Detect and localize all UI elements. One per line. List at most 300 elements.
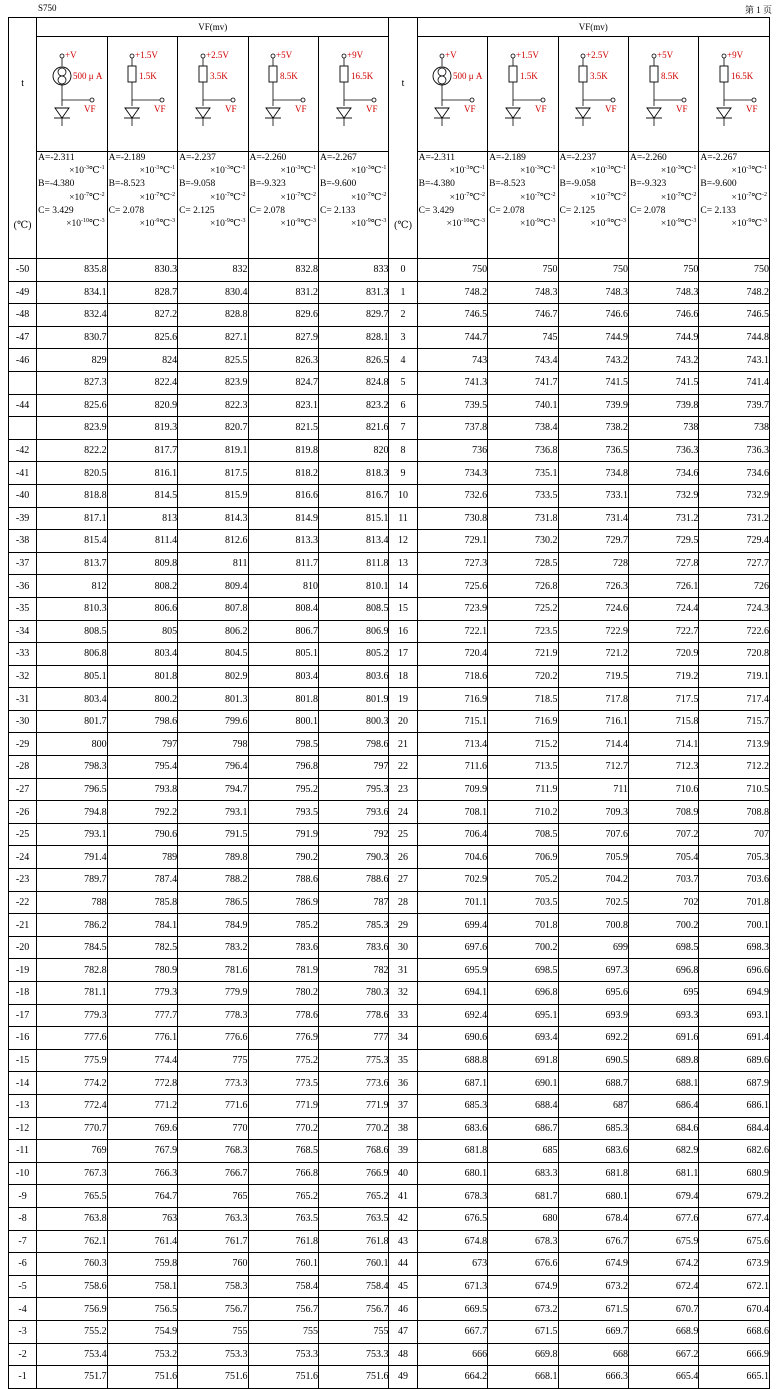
vf-cell: 788.6 (318, 869, 388, 892)
vf-cell: 744.9 (558, 326, 628, 349)
vf-cell: 676.5 (417, 1207, 487, 1230)
vf-cell: 702.5 (558, 891, 628, 914)
diode-icon (195, 108, 211, 118)
unit-symbol-exp: -3 (762, 217, 767, 224)
vf-cell: 830.4 (178, 281, 248, 304)
vf-cell: 778.6 (248, 1004, 318, 1027)
vf-cell: 693.1 (699, 1004, 770, 1027)
vf-cell: 673.9 (699, 1253, 770, 1276)
temp-cell: -2 (9, 1343, 37, 1366)
vf-cell: 712.2 (699, 756, 770, 779)
vf-cell: 743 (417, 349, 487, 372)
vf-cell: 824.8 (318, 371, 388, 394)
vf-cell: 708.9 (628, 801, 698, 824)
vf-cell: 696.6 (699, 959, 770, 982)
vf-cell: 738.4 (488, 417, 558, 440)
temp-cell (9, 417, 37, 440)
vf-cell: 673.2 (558, 1275, 628, 1298)
vf-cell: 686.4 (628, 1094, 698, 1117)
vf-cell: 717.4 (699, 688, 770, 711)
vf-cell: 690.6 (417, 1027, 487, 1050)
vf-cell: 748.2 (699, 281, 770, 304)
vf-cell: 739.7 (699, 394, 770, 417)
vf-cell: 700.1 (699, 914, 770, 937)
vf-cell: 726.8 (488, 575, 558, 598)
vf-cell: 787.4 (107, 869, 177, 892)
vf-cell: 696.8 (628, 959, 698, 982)
temp-cell: -40 (9, 484, 37, 507)
vf-cell: 684.6 (628, 1117, 698, 1140)
vf-cell: 722.1 (417, 620, 487, 643)
vf-cell: 715.8 (628, 710, 698, 733)
vf-cell: 731.8 (488, 507, 558, 530)
vf-cell: 792 (318, 823, 388, 846)
vf-cell: 681.8 (558, 1162, 628, 1185)
coefficient-cell (417, 152, 487, 259)
vf-cell: 798.6 (318, 733, 388, 756)
page-number: 第 1 页 (744, 5, 772, 15)
vf-cell: 678.4 (558, 1207, 628, 1230)
temp-cell: 37 (389, 1094, 417, 1117)
bias-value: 1.5K (139, 71, 158, 81)
coef-b: B=-8.523 (489, 179, 526, 190)
vf-cell: 746.6 (558, 304, 628, 327)
unit-base: ×10 (731, 192, 747, 203)
vf-cell: 765.2 (318, 1185, 388, 1208)
vf-cell: 715.1 (417, 710, 487, 733)
vf-cell: 759.8 (107, 1253, 177, 1276)
table-row (9, 1298, 770, 1321)
vf-cell: 713.9 (699, 733, 770, 756)
unit-base: ×10 (280, 192, 296, 203)
table-row (9, 1004, 770, 1027)
vf-cell: 828.7 (107, 281, 177, 304)
vf-cell: 751.6 (178, 1366, 248, 1389)
vf-cell: 823.9 (37, 417, 107, 440)
coef-b-unit (37, 192, 106, 205)
vf-cell: 794.7 (178, 778, 248, 801)
unit-base: ×10 (139, 166, 155, 177)
vf-cell: 776.1 (107, 1027, 177, 1050)
table-row (9, 1185, 770, 1208)
temp-cell: 19 (389, 688, 417, 711)
coef-a-unit (37, 165, 106, 178)
coef-c: C= 2.078 (108, 205, 145, 216)
vf-cell: 748.3 (488, 281, 558, 304)
vf-cell: 753.3 (248, 1343, 318, 1366)
vf-cell: 820 (318, 439, 388, 462)
temp-cell: 4 (389, 349, 417, 372)
temp-cell: -14 (9, 1072, 37, 1095)
temp-cell: -15 (9, 1049, 37, 1072)
unit-symbol-exp: -2 (310, 191, 316, 198)
vf-cell: 758.4 (248, 1275, 318, 1298)
table-row (9, 1320, 770, 1343)
vf-cell: 732.9 (699, 484, 770, 507)
vf-cell: 809.4 (178, 575, 248, 598)
temp-cell: -22 (9, 891, 37, 914)
vf-cell: 788.2 (178, 869, 248, 892)
unit-exp: -3 (605, 165, 611, 172)
vf-cell: 695.1 (488, 1004, 558, 1027)
coef-c-unit (699, 218, 769, 231)
vf-cell: 772.8 (107, 1072, 177, 1095)
vf-cell: 811.8 (318, 552, 388, 575)
temp-cell: -32 (9, 665, 37, 688)
vf-cell: 685.3 (558, 1117, 628, 1140)
vf-cell: 738 (628, 417, 698, 440)
vf-cell: 817.1 (37, 507, 107, 530)
table-row (9, 1049, 770, 1072)
vf-cell: 776.6 (178, 1027, 248, 1050)
vf-cell: 695.6 (558, 982, 628, 1005)
unit-symbol: ℃ (469, 192, 481, 203)
vf-cell: 685 (488, 1140, 558, 1163)
vf-cell: 691.4 (699, 1027, 770, 1050)
vf-node-label: VF (746, 104, 758, 114)
vf-cell: 813 (107, 507, 177, 530)
coefficient-cell (107, 152, 177, 259)
table-row (9, 1230, 770, 1253)
vf-cell: 756.7 (318, 1298, 388, 1321)
circuit-diagram (110, 50, 174, 138)
vf-cell: 694.1 (417, 982, 487, 1005)
temp-cell: 7 (389, 417, 417, 440)
vf-node-label: VF (83, 104, 96, 114)
vf-cell: 819.8 (248, 439, 318, 462)
temp-cell: -31 (9, 688, 37, 711)
temp-cell: 33 (389, 1004, 417, 1027)
vf-cell: 765 (178, 1185, 248, 1208)
temp-cell: -21 (9, 914, 37, 937)
vf-cell: 828.8 (178, 304, 248, 327)
vf-cell: 670.4 (699, 1298, 770, 1321)
vf-cell: 761.8 (248, 1230, 318, 1253)
temp-cell: 45 (389, 1275, 417, 1298)
table-row (9, 846, 770, 869)
temp-cell: -39 (9, 507, 37, 530)
temp-cell: 8 (389, 439, 417, 462)
vf-cell: 739.9 (558, 394, 628, 417)
vf-cell: 705.2 (488, 869, 558, 892)
unit-symbol: ℃ (610, 192, 621, 203)
temp-cell: -33 (9, 643, 37, 666)
temp-cell: 18 (389, 665, 417, 688)
unit-symbol-exp: -2 (480, 191, 486, 198)
vf-cell: 667.7 (417, 1320, 487, 1343)
vf-cell: 669.7 (558, 1320, 628, 1343)
temp-cell: -30 (9, 710, 37, 733)
unit-symbol-exp: -1 (691, 165, 697, 172)
vf-cell: 768.6 (318, 1140, 388, 1163)
temp-cell: 36 (389, 1072, 417, 1095)
vf-cell: 823.2 (318, 394, 388, 417)
vf-cell: 736.3 (628, 439, 698, 462)
vf-cell: 780.3 (318, 982, 388, 1005)
temp-cell: 21 (389, 733, 417, 756)
temp-cell: 47 (389, 1320, 417, 1343)
vf-cell: 755 (248, 1320, 318, 1343)
vf-cell: 797 (107, 733, 177, 756)
table-row (9, 349, 770, 372)
unit-exp: -7 (534, 191, 540, 198)
temp-cell: -10 (9, 1162, 37, 1185)
temp-cell: 9 (389, 462, 417, 485)
vf-cell: 736.5 (558, 439, 628, 462)
table-row (9, 756, 770, 779)
vf-cell: 678.3 (488, 1230, 558, 1253)
coef-c-unit (319, 218, 388, 231)
temp-cell: 27 (389, 869, 417, 892)
vf-cell: 724.3 (699, 597, 770, 620)
unit-symbol-exp: -1 (240, 165, 246, 172)
temp-cell: -23 (9, 869, 37, 892)
coef-c: C= 3.429 (418, 205, 455, 216)
vf-cell: 710.5 (699, 778, 770, 801)
vf-cell: 696.8 (488, 982, 558, 1005)
unit-base: ×10 (350, 166, 366, 177)
vf-cell: 705.4 (628, 846, 698, 869)
unit-symbol-exp: -2 (99, 191, 105, 198)
vf-cell: 809.8 (107, 552, 177, 575)
temp-cell: 35 (389, 1049, 417, 1072)
vf-cell: 779.3 (37, 1004, 107, 1027)
unit-symbol-exp: -1 (480, 165, 486, 172)
vf-cell: 756.7 (248, 1298, 318, 1321)
vf-cell: 719.5 (558, 665, 628, 688)
coef-c-unit (37, 218, 106, 231)
supply-voltage: +V (445, 50, 457, 60)
vf-cell: 693.4 (488, 1027, 558, 1050)
coef-b-unit (699, 192, 769, 205)
vf-cell: 777 (318, 1027, 388, 1050)
unit-symbol: ℃ (610, 218, 621, 229)
circuit-diagram (702, 50, 766, 138)
diode-icon (505, 108, 521, 118)
vf-cell: 785.2 (248, 914, 318, 937)
circuit-diagram (181, 50, 245, 138)
vf-cell: 798.5 (248, 733, 318, 756)
temp-cell: 25 (389, 823, 417, 846)
vf-cell: 771.9 (248, 1094, 318, 1117)
unit-exp: -9 (605, 217, 611, 224)
vf-cell: 741.4 (699, 371, 770, 394)
vf-cell: 728.5 (488, 552, 558, 575)
coef-c: C= 2.078 (489, 205, 525, 216)
unit-symbol-exp: -3 (691, 217, 697, 224)
vf-cell: 835.8 (37, 259, 107, 282)
unit-exp: -7 (83, 191, 89, 198)
vf-cell: 719.2 (628, 665, 698, 688)
vf-cell: 768.5 (248, 1140, 318, 1163)
unit-exp: -9 (675, 217, 681, 224)
vf-cell: 771.9 (318, 1094, 388, 1117)
unit-symbol: ℃ (159, 192, 171, 203)
vf-cell: 803.4 (107, 643, 177, 666)
vf-cell: 758.3 (178, 1275, 248, 1298)
vf-cell: 674.9 (558, 1253, 628, 1276)
vf-cell: 829.7 (318, 304, 388, 327)
vf-cell: 805 (107, 620, 177, 643)
unit-base: ×10 (280, 166, 296, 177)
temp-cell: 3 (389, 326, 417, 349)
table-row (9, 801, 770, 824)
vf-cell: 781.9 (248, 959, 318, 982)
unit-base: ×10 (446, 218, 462, 229)
temp-cell: 10 (389, 484, 417, 507)
vf-cell: 741.5 (558, 371, 628, 394)
vf-cell: 820.5 (37, 462, 107, 485)
vf-cell: 780.2 (248, 982, 318, 1005)
diode-icon (265, 108, 281, 118)
vf-cell: 727.3 (417, 552, 487, 575)
unit-symbol: ℃ (229, 218, 241, 229)
vf-cell: 816.1 (107, 462, 177, 485)
vf-cell: 791.9 (248, 823, 318, 846)
coef-c: C= 2.133 (319, 205, 356, 216)
coef-c: C= 2.125 (179, 205, 215, 216)
vf-cell: 786.5 (178, 891, 248, 914)
table-row (9, 281, 770, 304)
vf-cell: 687.9 (699, 1072, 770, 1095)
vf-cell: 828.1 (318, 326, 388, 349)
vf-cell: 675.9 (628, 1230, 698, 1253)
vf-cell: 701.1 (417, 891, 487, 914)
coef-c: C= 3.429 (38, 205, 74, 216)
vf-cell: 783.6 (318, 936, 388, 959)
circuit-cell (699, 37, 770, 152)
vf-cell: 665.4 (628, 1366, 698, 1389)
vf-cell: 672.1 (699, 1275, 770, 1298)
vf-cell: 698.5 (628, 936, 698, 959)
vf-cell: 699 (558, 936, 628, 959)
unit-symbol: ℃ (469, 166, 481, 177)
supply-voltage: +1.5V (515, 50, 539, 60)
vf-cell: 674.9 (488, 1275, 558, 1298)
unit-symbol: ℃ (229, 166, 241, 177)
vf-cell: 704.2 (558, 869, 628, 892)
vf-cell: 779.9 (178, 982, 248, 1005)
coef-a: A=-2.189 (108, 153, 146, 163)
unit-base: ×10 (210, 166, 225, 177)
temp-cell: -6 (9, 1253, 37, 1276)
vf-cell: 827.1 (178, 326, 248, 349)
table-row (9, 1207, 770, 1230)
unit-exp: -3 (746, 165, 752, 172)
vf-cell: 784.1 (107, 914, 177, 937)
temp-cell: 0 (389, 259, 417, 282)
vf-cell: 770.2 (248, 1117, 318, 1140)
unit-base: ×10 (660, 218, 676, 229)
unit-symbol: ℃ (88, 192, 100, 203)
table-row (9, 507, 770, 530)
vf-cell: 793.1 (37, 823, 107, 846)
unit-base: ×10 (449, 166, 465, 177)
temp-cell: -18 (9, 982, 37, 1005)
vf-cell: 800.1 (248, 710, 318, 733)
coefficient-cell (488, 152, 558, 259)
vf-cell: 830.3 (107, 259, 177, 282)
vf-cell: 732.9 (628, 484, 698, 507)
vf-cell: 775.9 (37, 1049, 107, 1072)
vf-cell: 729.4 (699, 530, 770, 553)
vf-cell: 730.2 (488, 530, 558, 553)
vf-cell: 817.7 (107, 439, 177, 462)
vf-cell: 686.7 (488, 1117, 558, 1140)
vf-cell: 741.3 (417, 371, 487, 394)
vf-cell: 804.5 (178, 643, 248, 666)
vf-cell: 767.3 (37, 1162, 107, 1185)
vf-node-label: VF (464, 104, 476, 114)
vf-cell: 765.5 (37, 1185, 107, 1208)
table-row (9, 1366, 770, 1389)
coefficient-cell (318, 152, 388, 259)
vf-cell: 731.2 (699, 507, 770, 530)
vf-cell: 711.6 (417, 756, 487, 779)
circuit-cell (628, 37, 698, 152)
temp-cell: 2 (389, 304, 417, 327)
vf-cell: 766.7 (178, 1162, 248, 1185)
table-row (9, 371, 770, 394)
vf-cell: 710.2 (488, 801, 558, 824)
vf-cell: 800.2 (107, 688, 177, 711)
table-row (9, 1343, 770, 1366)
temp-cell: 5 (389, 371, 417, 394)
coef-b-unit (178, 192, 247, 205)
temp-cell: 48 (389, 1343, 417, 1366)
unit-base: ×10 (139, 192, 155, 203)
unit-symbol-exp: -2 (170, 191, 176, 198)
resistor-icon (128, 66, 136, 82)
vf-cell: 716.9 (417, 688, 487, 711)
vf-cell: 716.1 (558, 710, 628, 733)
table-row (9, 688, 770, 711)
vf-cell: 820.9 (107, 394, 177, 417)
vf-cell: 686.1 (699, 1094, 770, 1117)
vf-cell: 726.1 (628, 575, 698, 598)
vf-cell: 832.8 (248, 259, 318, 282)
vf-cell: 680.9 (699, 1162, 770, 1185)
vf-cell: 780.9 (107, 959, 177, 982)
unit-symbol: ℃ (751, 166, 762, 177)
vf-cell: 676.7 (558, 1230, 628, 1253)
vf-cell: 782 (318, 959, 388, 982)
vf-cell: 819.1 (178, 439, 248, 462)
vf-cell: 800 (37, 733, 107, 756)
unit-symbol-exp: -2 (240, 191, 246, 198)
vf-cell: 664.2 (417, 1366, 487, 1389)
vf-cell: 810.3 (37, 597, 107, 620)
unit-symbol: ℃ (370, 166, 382, 177)
diode-icon (54, 108, 70, 118)
vf-cell: 690.5 (558, 1049, 628, 1072)
temp-cell: -9 (9, 1185, 37, 1208)
table-row (9, 439, 770, 462)
temp-cell: -25 (9, 823, 37, 846)
table-row (9, 462, 770, 485)
vf-cell: 821.5 (248, 417, 318, 440)
vf-cell: 781.6 (178, 959, 248, 982)
vf-cell: 761.8 (318, 1230, 388, 1253)
vf-cell: 671.3 (417, 1275, 487, 1298)
vf-cell: 774.4 (107, 1049, 177, 1072)
vf-cell: 790.2 (248, 846, 318, 869)
vf-cell: 724.6 (558, 597, 628, 620)
coef-b-unit (488, 192, 557, 205)
table-row (9, 959, 770, 982)
table-row (9, 1094, 770, 1117)
vf-cell: 803.4 (37, 688, 107, 711)
